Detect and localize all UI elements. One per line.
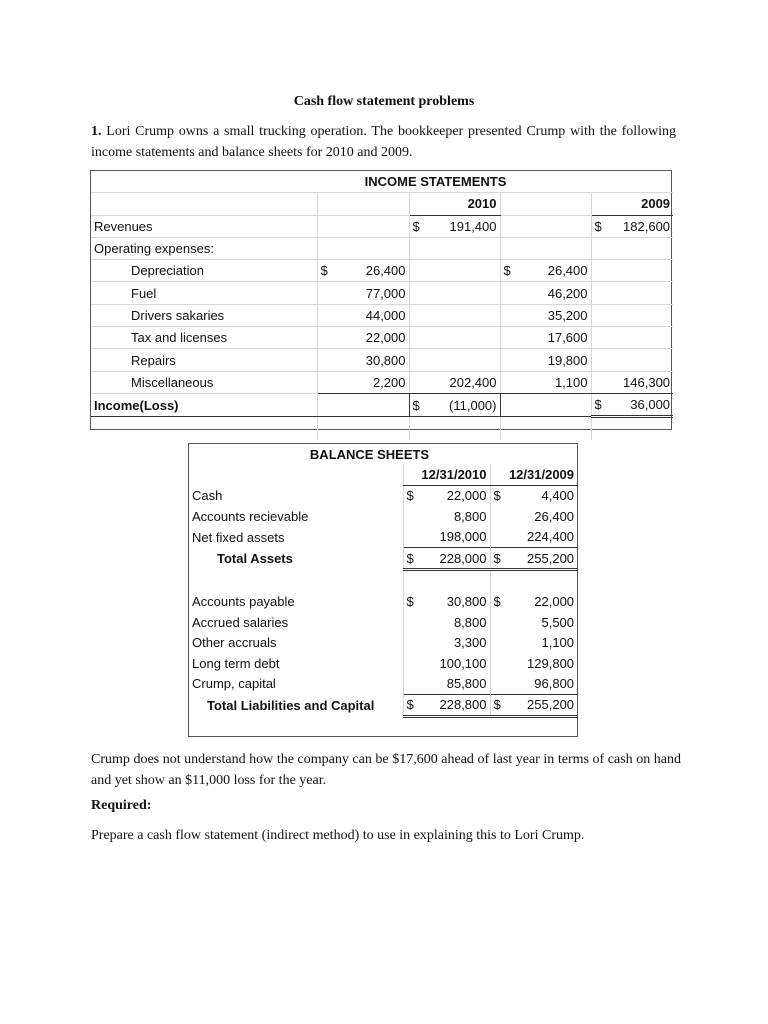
problem-number: 1. [91, 124, 102, 139]
table-row: Cash $ 22,000 $ 4,400 [189, 485, 577, 506]
total-liabilities-2009: 255,200 [527, 697, 575, 713]
table-row: Drivers sakaries 44,000 35,200 [91, 304, 673, 326]
total-liabilities-2010: 228,800 [439, 697, 487, 713]
income-2009: 36,000 [630, 397, 671, 413]
opex-label: Operating expenses: [91, 237, 317, 259]
income-year-2009: 2009 [591, 193, 673, 215]
table-row: Fuel 77,000 46,200 [91, 282, 673, 304]
total-liabilities-label: Total Liabilities and Capital [207, 697, 375, 713]
total-assets-2009: 255,200 [527, 550, 575, 566]
table-row: Miscellaneous 2,200 202,400 1,100 146,300 [91, 371, 673, 393]
intro-paragraph [91, 121, 676, 163]
table-row: Total Assets $ 228,000 $ 255,200 [189, 547, 577, 569]
table-row: Total Liabilities and Capital $ 228,800 $ 255,200 [189, 694, 577, 716]
table-row: Long term debt 100,100 129,800 [189, 653, 577, 673]
task-paragraph: Prepare a cash flow statement (indirect method) to use in explaining this to Lori Crump. [91, 828, 585, 843]
total-assets-2010: 228,000 [439, 550, 487, 566]
income-year-2010: 2010 [409, 193, 500, 215]
income-title: INCOME STATEMENTS [91, 171, 673, 193]
table-row: Revenues $ 191,400 $ 182,600 [91, 215, 673, 237]
page-title: Cash flow statement problems [293, 94, 475, 109]
total-expenses-2010: 202,400 [409, 371, 500, 393]
table-row: Accounts payable $ 30,800 $ 22,000 [189, 592, 577, 612]
income-2010: (11,000) [449, 397, 497, 413]
income-loss-label: Income(Loss) [91, 393, 317, 416]
income-statement-table [90, 170, 672, 430]
table-row: Tax and licenses 22,000 17,600 [91, 327, 673, 349]
balance-sheet-table [188, 443, 578, 737]
table-row: Accrued salaries 8,800 5,500 [189, 612, 577, 632]
explanation-paragraph: Crump does not understand how the company can be $17,600 ahead of last year in terms of cash on hand and yet show an $11,000 loss for the year. [91, 752, 681, 788]
required-heading: Required: [91, 798, 152, 813]
table-row: Depreciation $ 26,400 $ 26,400 [91, 260, 673, 282]
table-row: Repairs 30,800 19,800 [91, 349, 673, 371]
total-assets-label: Total Assets [217, 551, 293, 567]
intro-text: Lori Crump owns a small trucking operation. The bookkeeper presented Crump with the following income statements and balance sheets for 2010 and 2009. [91, 124, 677, 160]
revenue-2009: 182,600 [623, 218, 671, 234]
revenue-2010: 191,400 [449, 218, 497, 234]
table-row: Accounts recievable 8,800 26,400 [189, 506, 577, 526]
balance-col-2010: 12/31/2010 [403, 464, 490, 485]
balance-col-2009: 12/31/2009 [490, 464, 577, 485]
total-expenses-2009: 146,300 [591, 371, 673, 393]
balance-title: BALANCE SHEETS [309, 446, 430, 462]
table-row: Crump, capital 85,800 96,800 [189, 673, 577, 694]
row-label: Revenues [91, 215, 317, 237]
table-row: Net fixed assets 198,000 224,400 [189, 527, 577, 548]
table-row: Income(Loss) $ (11,000) $ 36,000 [91, 393, 673, 416]
table-row: Other accruals 3,300 1,100 [189, 633, 577, 653]
